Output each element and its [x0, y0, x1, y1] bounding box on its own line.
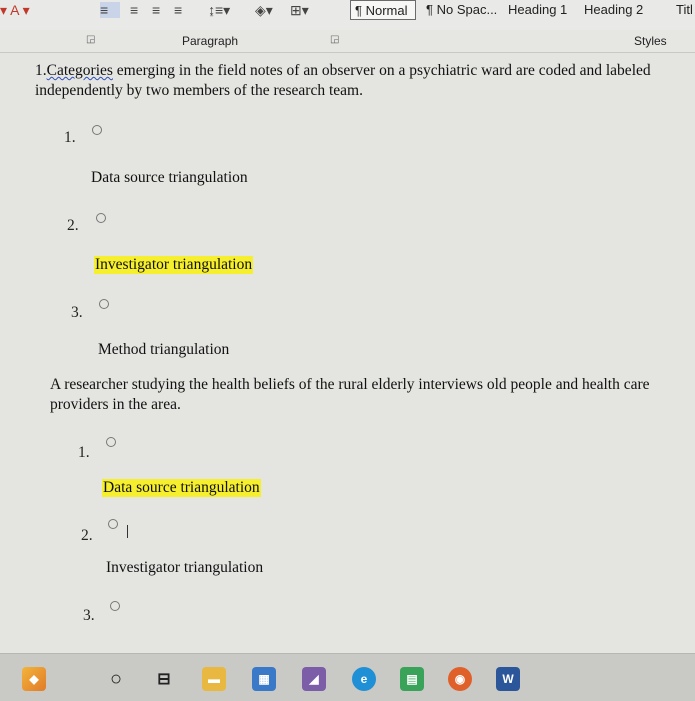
style-no-spacing[interactable]: ¶ No Spac...: [426, 2, 498, 17]
firefox-icon[interactable]: ◉: [448, 667, 472, 691]
style-title[interactable]: Titl: [676, 2, 693, 17]
question-1-number: 1.: [35, 62, 47, 79]
document-page[interactable]: [0, 53, 695, 653]
style-normal[interactable]: ¶ Normal: [350, 0, 416, 20]
radio-button[interactable]: [92, 125, 102, 135]
borders-icon[interactable]: ⊞▾: [290, 2, 309, 18]
question-1-body: emerging in the field notes of an observer on a psychiatric ward are coded and labeled independently by two members of the research team.: [35, 62, 651, 99]
option-number: 2.: [81, 527, 93, 544]
radio-button[interactable]: [96, 213, 106, 223]
justify-icon[interactable]: ≡: [174, 2, 183, 18]
align-right-icon[interactable]: ≡: [152, 2, 161, 18]
edge-icon[interactable]: e: [352, 667, 376, 691]
option-number: 1.: [64, 129, 76, 146]
photos-icon[interactable]: ◢: [302, 667, 326, 691]
styles-group-label: Styles: [634, 34, 667, 48]
radio-button[interactable]: [110, 601, 120, 611]
question-1-text: [35, 61, 675, 101]
radio-button[interactable]: [106, 437, 116, 447]
paint-icon[interactable]: ◆: [22, 667, 46, 691]
answer-option-1-3[interactable]: Method triangulation: [98, 341, 230, 358]
question-1-first-word: Categories: [46, 62, 113, 79]
shading-icon[interactable]: ◈▾: [255, 2, 273, 18]
file-explorer-icon[interactable]: ▬: [202, 667, 226, 691]
answer-option-1-1[interactable]: Data source triangulation: [91, 169, 248, 186]
style-heading-1[interactable]: Heading 1: [508, 2, 568, 17]
radio-button[interactable]: [108, 519, 118, 529]
question-2-text: A researcher studying the health beliefs of the rural elderly interviews old people and health care providers in the area.: [50, 376, 650, 413]
line-spacing-icon[interactable]: ↨≡▾: [208, 2, 231, 18]
store-icon[interactable]: ▦: [252, 667, 276, 691]
align-center-icon[interactable]: ≡: [130, 2, 139, 18]
option-number: 3.: [83, 607, 95, 624]
font-dialog-launcher-icon[interactable]: ◲: [86, 34, 96, 45]
answer-option-2-1[interactable]: Data source triangulation: [103, 479, 260, 496]
style-heading-2[interactable]: Heading 2: [584, 2, 644, 17]
option-number: 1.: [78, 444, 90, 461]
search-circle-icon[interactable]: ○: [109, 667, 123, 690]
paragraph-dialog-launcher-icon[interactable]: ◲: [330, 34, 340, 45]
align-left-icon[interactable]: ≡: [100, 2, 120, 18]
taskbar: [0, 653, 695, 701]
paragraph-group-label: Paragraph: [182, 34, 239, 48]
option-number: 2.: [67, 217, 79, 234]
sticky-notes-icon[interactable]: ▤: [400, 667, 424, 691]
ribbon-group-labels: [0, 30, 695, 53]
option-number: 3.: [71, 304, 83, 321]
ribbon: [0, 0, 695, 31]
mouse-cursor-icon: [127, 525, 128, 538]
answer-option-2-2[interactable]: Investigator triangulation: [106, 559, 264, 576]
radio-button[interactable]: [99, 299, 109, 309]
task-view-icon[interactable]: ⊟: [157, 671, 171, 688]
word-icon[interactable]: W: [496, 667, 520, 691]
font-color-icon[interactable]: ▾ A ▾: [0, 2, 30, 18]
answer-option-1-2[interactable]: Investigator triangulation: [95, 256, 253, 273]
